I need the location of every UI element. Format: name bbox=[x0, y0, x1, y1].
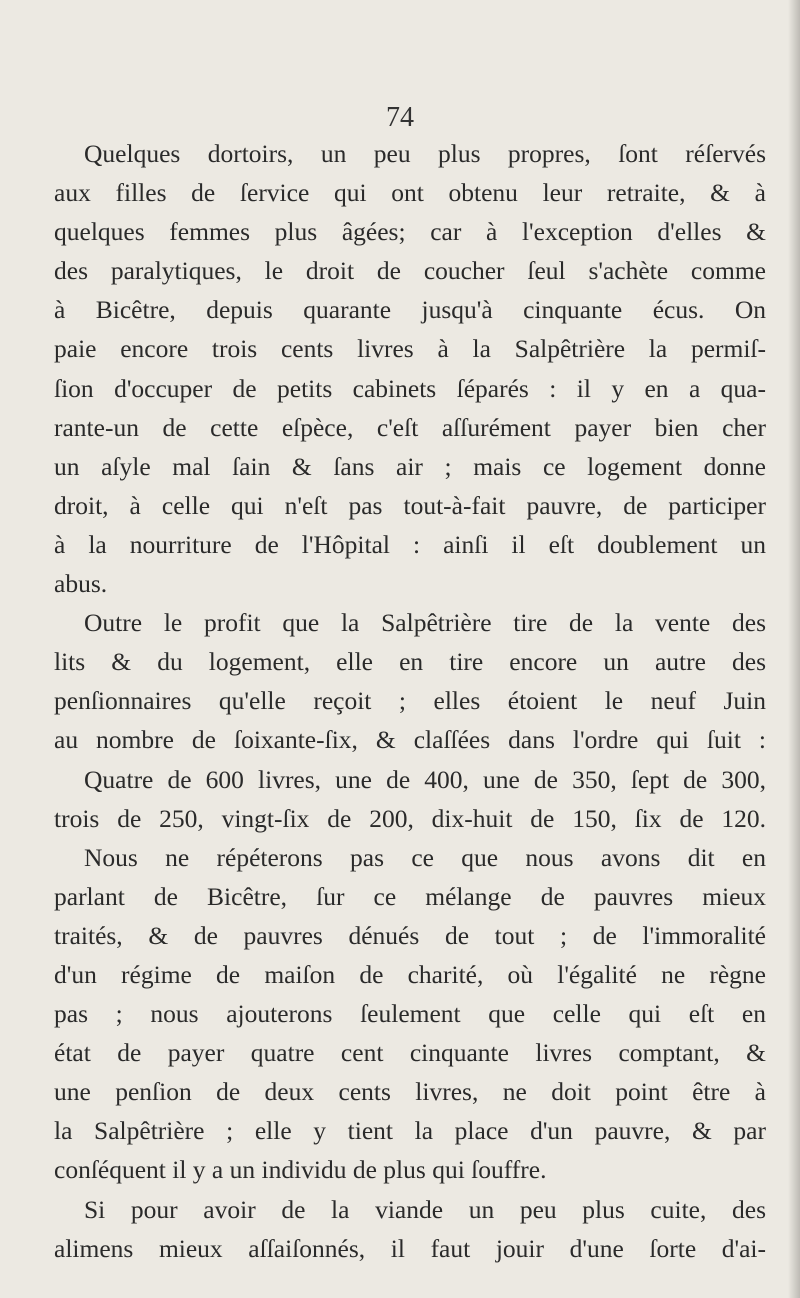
text-line: lits & du logement, elle en tire encore un autre des bbox=[54, 647, 766, 677]
text-line: état de payer quatre cent cinquante livres comptant, & bbox=[54, 1038, 766, 1068]
text-line: parlant de Bicêtre, ſur ce mélange de pauvres mieux bbox=[54, 881, 766, 911]
body-text bbox=[54, 134, 766, 1268]
text-line: droit, à celle qui n'eſt pas tout-à-fait pauvre, de participer bbox=[54, 490, 766, 520]
text-line: aux filles de ſervice qui ont obtenu leur retraite, & à bbox=[54, 178, 766, 208]
text-line: Outre le profit que la Salpêtrière tire de la vente des bbox=[84, 608, 766, 638]
page-number: 74 bbox=[386, 102, 414, 133]
text-line: quelques femmes plus âgées; car à l'exception d'elles & bbox=[54, 217, 766, 247]
text-line: abus. bbox=[54, 569, 108, 599]
text-line: au nombre de ſoixante-ſix, & claſſées dans l'ordre qui ſuit : bbox=[54, 725, 766, 755]
text-line: à Bicêtre, depuis quarante jusqu'à cinquante écus. On bbox=[54, 295, 766, 325]
text-line: Quelques dortoirs, un peu plus propres, ſont réſervés bbox=[84, 139, 766, 168]
text-line: Quatre de 600 livres, une de 400, une de 350, ſept de 300, bbox=[84, 764, 766, 794]
text-line: penſionnaires qu'elle reçoit ; elles étoient le neuf Juin bbox=[54, 686, 766, 716]
text-line: trois de 250, vingt-ſix de 200, dix-huit de 150, ſix de 120. bbox=[54, 803, 766, 833]
text-line: pas ; nous ajouterons ſeulement que celle qui eſt en bbox=[54, 999, 766, 1029]
text-line: traités, & de pauvres dénués de tout ; de l'immoralité bbox=[54, 920, 766, 950]
text-line: la Salpêtrière ; elle y tient la place d'un pauvre, & par bbox=[54, 1116, 766, 1146]
text-line: Si pour avoir de la viande un peu plus cuite, des bbox=[84, 1194, 766, 1224]
text-line: d'un régime de maiſon de charité, où l'égalité ne règne bbox=[54, 959, 766, 989]
text-line: paie encore trois cents livres à la Salpêtrière la permiſ- bbox=[54, 334, 766, 364]
text-line: ſion d'occuper de petits cabinets ſéparés : il y en a qua- bbox=[54, 373, 766, 403]
text-line: Nous ne répéterons pas ce que nous avons dit en bbox=[84, 842, 766, 872]
text-line: alimens mieux aſſaiſonnés, il faut jouir d'une ſorte d'ai- bbox=[54, 1233, 766, 1263]
page-edge-shadow bbox=[788, 0, 800, 1298]
text-line: un aſyle mal ſain & ſans air ; mais ce logement donne bbox=[54, 451, 766, 481]
text-line: rante-un de cette eſpèce, c'eſt aſſurément payer bien cher bbox=[54, 412, 766, 442]
text-line: conſéquent il y a un individu de plus qui ſouffre. bbox=[54, 1155, 547, 1185]
text-line: à la nourriture de l'Hôpital : ainſi il eſt doublement un bbox=[54, 529, 766, 559]
text-line: une penſion de deux cents livres, ne doit point être à bbox=[54, 1077, 766, 1107]
text-line: des paralytiques, le droit de coucher ſeul s'achète comme bbox=[54, 256, 766, 286]
